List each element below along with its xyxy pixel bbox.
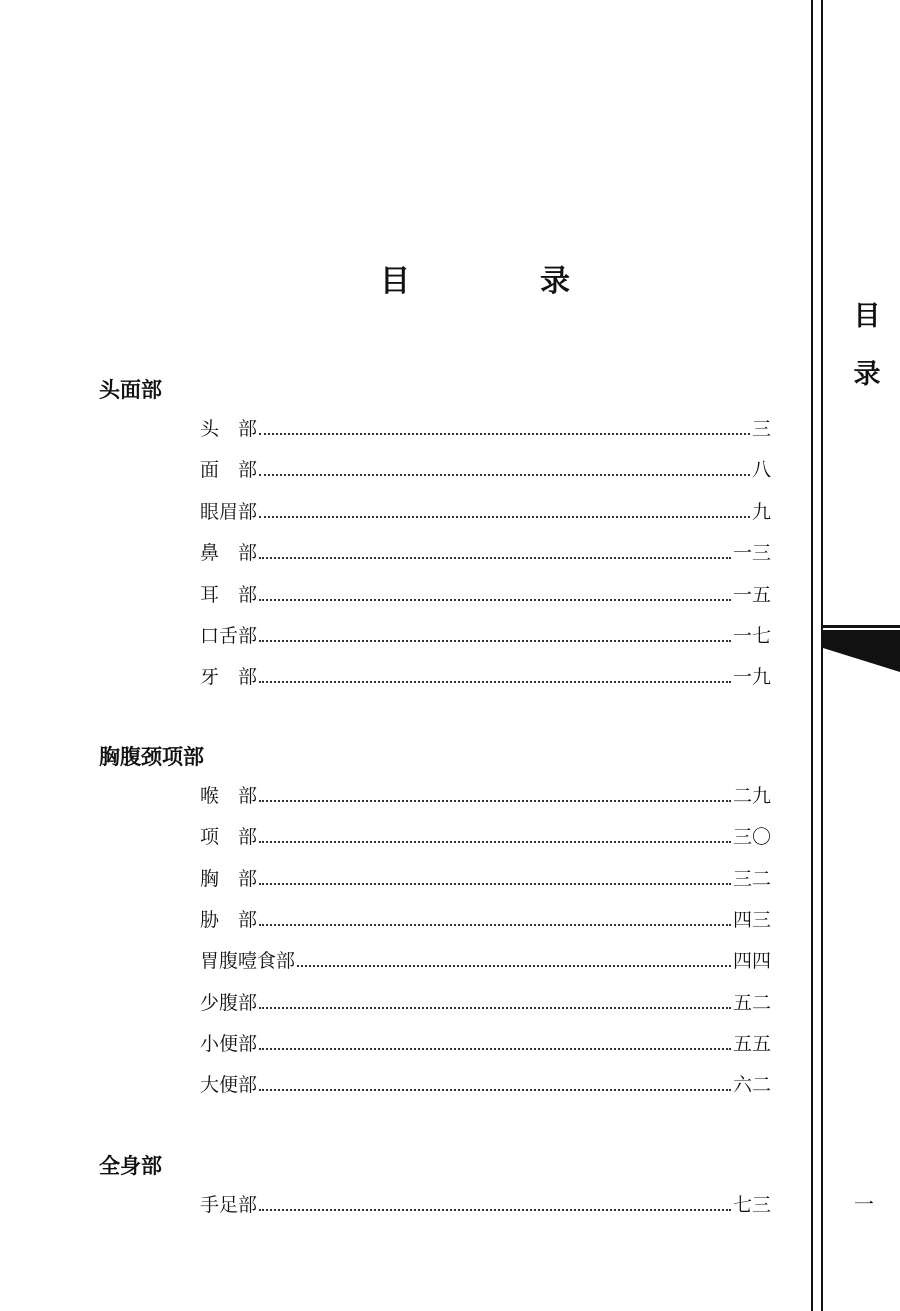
entry-page: 三二	[732, 868, 771, 890]
entry-title: 耳 部	[200, 584, 258, 606]
entry-page: 四四	[732, 950, 771, 972]
toc-entry[interactable]	[200, 988, 771, 1014]
toc-entry[interactable]	[200, 1070, 771, 1096]
entry-title: 手足部	[200, 1194, 258, 1216]
entry-page: 九	[751, 501, 771, 523]
entry-page: 四三	[732, 909, 771, 931]
entry-title: 喉 部	[200, 785, 258, 807]
toc-entry[interactable]	[200, 905, 771, 931]
dot-leader	[259, 1209, 731, 1211]
section-heading: 胸腹颈项部	[99, 745, 204, 769]
toc-entry[interactable]	[200, 864, 771, 890]
spine-rule-outer	[811, 0, 813, 1311]
dot-leader	[259, 883, 731, 885]
dot-leader	[297, 965, 731, 967]
page-title: 目 录	[380, 264, 620, 299]
entry-title: 少腹部	[200, 992, 258, 1014]
entry-page: 五二	[732, 992, 771, 1014]
side-label-char: 目	[853, 301, 881, 332]
entry-title: 眼眉部	[200, 501, 258, 523]
entry-page: 一五	[732, 584, 771, 606]
toc-entry[interactable]	[200, 414, 771, 440]
entry-page: 二九	[732, 785, 771, 807]
entry-page: 六二	[732, 1074, 771, 1096]
entry-page: 一九	[732, 666, 771, 688]
dot-leader	[259, 599, 731, 601]
toc-entry[interactable]	[200, 497, 771, 523]
dot-leader	[259, 1007, 731, 1009]
toc-entry[interactable]	[200, 662, 771, 688]
toc-entry[interactable]	[200, 621, 771, 647]
entry-title: 大便部	[200, 1074, 258, 1096]
entry-page: 一三	[732, 542, 771, 564]
entry-title: 口舌部	[200, 625, 258, 647]
entry-page: 七三	[732, 1194, 771, 1216]
dot-leader	[259, 516, 750, 518]
toc-entry[interactable]	[200, 580, 771, 606]
side-label-char: 录	[853, 359, 881, 390]
entry-title: 鼻 部	[200, 542, 258, 564]
dot-leader	[259, 924, 731, 926]
entry-page: 五五	[732, 1033, 771, 1055]
entry-title: 头 部	[200, 418, 258, 440]
page-number: 一	[854, 1192, 874, 1216]
dot-leader	[259, 557, 731, 559]
thumb-tab-rule	[823, 625, 900, 628]
entry-title: 面 部	[200, 459, 258, 481]
dot-leader	[259, 640, 731, 642]
toc-entry[interactable]	[200, 822, 771, 848]
dot-leader	[259, 433, 750, 435]
entry-title: 小便部	[200, 1033, 258, 1055]
entry-title: 牙 部	[200, 666, 258, 688]
section-heading: 全身部	[99, 1154, 162, 1178]
dot-leader	[259, 681, 731, 683]
entry-title: 胸 部	[200, 868, 258, 890]
entry-page: 三	[751, 418, 771, 440]
dot-leader	[259, 841, 731, 843]
entry-page: 一七	[732, 625, 771, 647]
toc-entry[interactable]	[200, 946, 771, 972]
toc-entry[interactable]	[200, 781, 771, 807]
entry-title: 胃腹噎食部	[200, 950, 296, 972]
entry-page: 三〇	[732, 826, 771, 848]
side-tab-label	[852, 288, 882, 404]
toc-entry[interactable]	[200, 1190, 771, 1216]
dot-leader	[259, 474, 750, 476]
toc-entry[interactable]	[200, 455, 771, 481]
toc-entry[interactable]	[200, 538, 771, 564]
toc-entry[interactable]	[200, 1029, 771, 1055]
thumb-tab-marker	[823, 630, 900, 674]
entry-title: 项 部	[200, 826, 258, 848]
entry-page: 八	[751, 459, 771, 481]
entry-title: 胁 部	[200, 909, 258, 931]
section-heading: 头面部	[99, 378, 162, 402]
dot-leader	[259, 1089, 731, 1091]
dot-leader	[259, 800, 731, 802]
dot-leader	[259, 1048, 731, 1050]
